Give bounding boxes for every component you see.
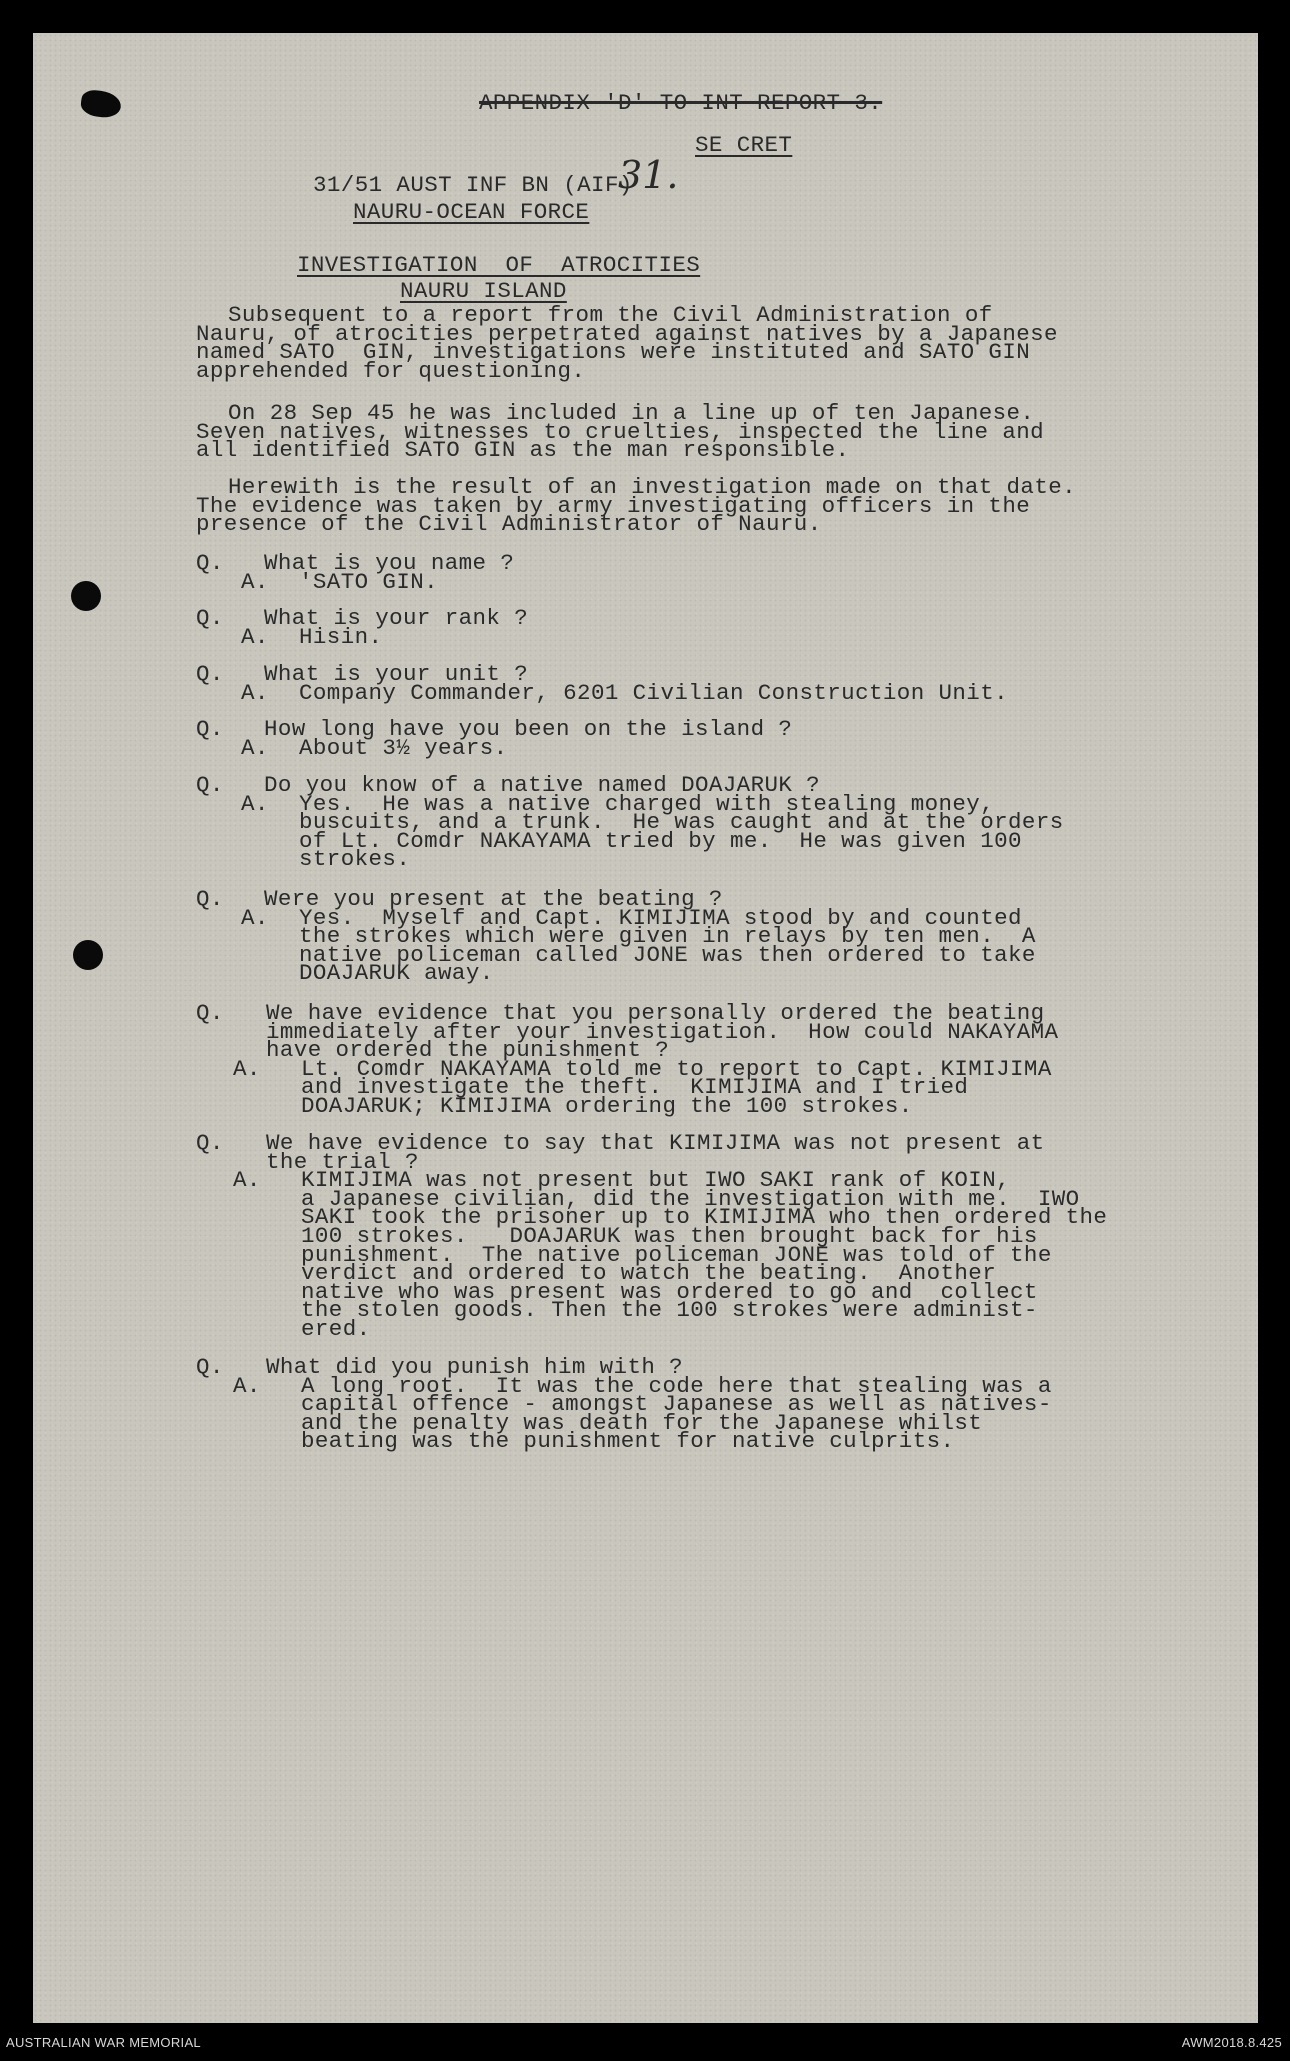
answer-line: Yes. Myself and Capt. KIMIJIMA stood by and counted [299, 904, 1022, 931]
answer-line: of Lt. Comdr NAKAYAMA tried by me. He was given 100 [299, 827, 1022, 854]
footer-credit: AUSTRALIAN WAR MEMORIAL [6, 2035, 201, 2050]
question-line: We have evidence that you personally ordered the beating [266, 1000, 1045, 1026]
answer-line: Lt. Comdr NAKAYAMA told me to report to Capt. KIMIJIMA [301, 1055, 1052, 1082]
question-line: the trial ? [266, 1148, 419, 1175]
document-page [33, 33, 1258, 2023]
question-line: What did you punish him with ? [266, 1354, 684, 1380]
footer-accession-number: AWM2018.8.425 [1181, 2035, 1282, 2050]
question-marker: Q. [196, 550, 224, 576]
question-marker: Q. [196, 1130, 224, 1156]
answer-line: capital offence - amongst Japanese as well as natives- [301, 1391, 1052, 1418]
question-marker: Q. [196, 716, 224, 742]
force-heading: NAURU-OCEAN FORCE [353, 199, 590, 225]
paragraph-line: apprehended for questioning. [196, 357, 586, 384]
ink-blot [79, 88, 122, 119]
answer-line: the strokes which were given in relays by ten men. A [299, 923, 1036, 950]
paragraph-line: Nauru, of atrocities perpetrated against natives by a Japanese [196, 320, 1058, 347]
answer-marker: A. [241, 734, 269, 761]
question-marker: Q. [196, 886, 224, 912]
appendix-heading: APPENDIX 'D' TO INT REPORT 3. [479, 90, 883, 116]
document-title: INVESTIGATION OF ATROCITIES [297, 252, 701, 278]
question-line: What is you name ? [264, 550, 515, 576]
question-marker: Q. [196, 661, 224, 687]
document-subtitle: NAURU ISLAND [400, 278, 567, 304]
answer-line: 'SATO GIN. [299, 568, 439, 595]
answer-line: SAKI took the prisoner up to KIMIJIMA who then ordered the [301, 1204, 1108, 1231]
punch-hole-top [71, 581, 101, 611]
answer-line: A long root. It was the code here that stealing was a [301, 1372, 1052, 1399]
answer-line: native policeman called JONE was then ordered to take [299, 941, 1036, 968]
answer-line: Company Commander, 6201 Civilian Construction Unit. [299, 679, 1009, 706]
answer-line: ered. [301, 1316, 371, 1342]
answer-marker: A. [241, 568, 269, 595]
answer-line: buscuits, and a trunk. He was caught and at the orders [299, 809, 1064, 836]
paragraph-line: presence of the Civil Administrator of Nauru. [196, 511, 822, 538]
question-marker: Q. [196, 1000, 224, 1026]
answer-line: About 3½ years. [299, 734, 508, 761]
question-marker: Q. [196, 772, 224, 798]
answer-line: and the penalty was death for the Japanese whilst [301, 1409, 983, 1436]
question-line: What is your rank ? [264, 605, 529, 631]
paragraph-line: On 28 Sep 45 he was included in a line up of ten Japanese. [228, 400, 1035, 426]
question-line: How long have you been on the island ? [264, 716, 793, 742]
answer-line: punishment. The native policeman JONE was told of the [301, 1241, 1052, 1268]
question-marker: Q. [196, 1354, 224, 1380]
question-line: What is your unit ? [264, 661, 529, 687]
paragraph-line: Seven natives, witnesses to cruelties, inspected the line and [196, 418, 1045, 445]
handwritten-page-number: 31. [618, 153, 679, 197]
answer-line: DOAJARUK; KIMIJIMA ordering the 100 strokes. [301, 1093, 913, 1119]
paragraph-line: The evidence was taken by army investigating officers in the [196, 492, 1031, 519]
answer-line: KIMIJIMA was not present but IWO SAKI rank of KOIN, [301, 1167, 1011, 1194]
answer-marker: A. [241, 790, 269, 817]
answer-marker: A. [241, 623, 269, 650]
answer-line: 100 strokes. DOAJARUK was then brought back for his [301, 1223, 1038, 1249]
answer-marker: A. [241, 904, 269, 931]
question-line: We have evidence to say that KIMIJIMA was not present at [266, 1130, 1045, 1156]
answer-line: Yes. He was a native charged with stealing money, [299, 790, 995, 817]
answer-marker: A. [233, 1055, 261, 1082]
answer-line: the stolen goods. Then the 100 strokes were administ- [301, 1297, 1038, 1324]
answer-line: DOAJARUK away. [299, 960, 494, 987]
paragraph-line: named SATO GIN, investigations were instituted and SATO GIN [196, 339, 1031, 366]
answer-marker: A. [233, 1372, 261, 1399]
question-line: immediately after your investigation. How could NAKAYAMA [266, 1018, 1059, 1045]
punch-hole-bottom [73, 940, 103, 970]
unit-heading: 31/51 AUST INF BN (AIF) [313, 172, 633, 198]
question-marker: Q. [196, 605, 224, 631]
answer-line: native who was present was ordered to go and collect [301, 1278, 1038, 1305]
classification-stamp: SE CRET [695, 132, 793, 158]
answer-line: and investigate the theft. KIMIJIMA and I tried [301, 1074, 969, 1101]
question-line: Were you present at the beating ? [264, 886, 723, 912]
answer-marker: A. [241, 679, 269, 706]
paragraph-line: Herewith is the result of an investigation made on that date. [228, 474, 1077, 500]
answer-line: beating was the punishment for native culprits. [301, 1428, 955, 1455]
answer-line: a Japanese civilian, did the investigation with me. IWO [301, 1185, 1080, 1212]
answer-line: verdict and ordered to watch the beating. Another [301, 1260, 997, 1287]
paragraph-line: all identified SATO GIN as the man responsible. [196, 437, 850, 464]
question-line: Do you know of a native named DOAJARUK ? [264, 772, 821, 798]
paragraph-line: Subsequent to a report from the Civil Administration of [228, 302, 993, 328]
answer-line: strokes. [299, 846, 411, 873]
question-line: have ordered the punishment ? [266, 1037, 670, 1064]
answer-marker: A. [233, 1167, 261, 1194]
answer-line: Hisin. [299, 623, 383, 650]
